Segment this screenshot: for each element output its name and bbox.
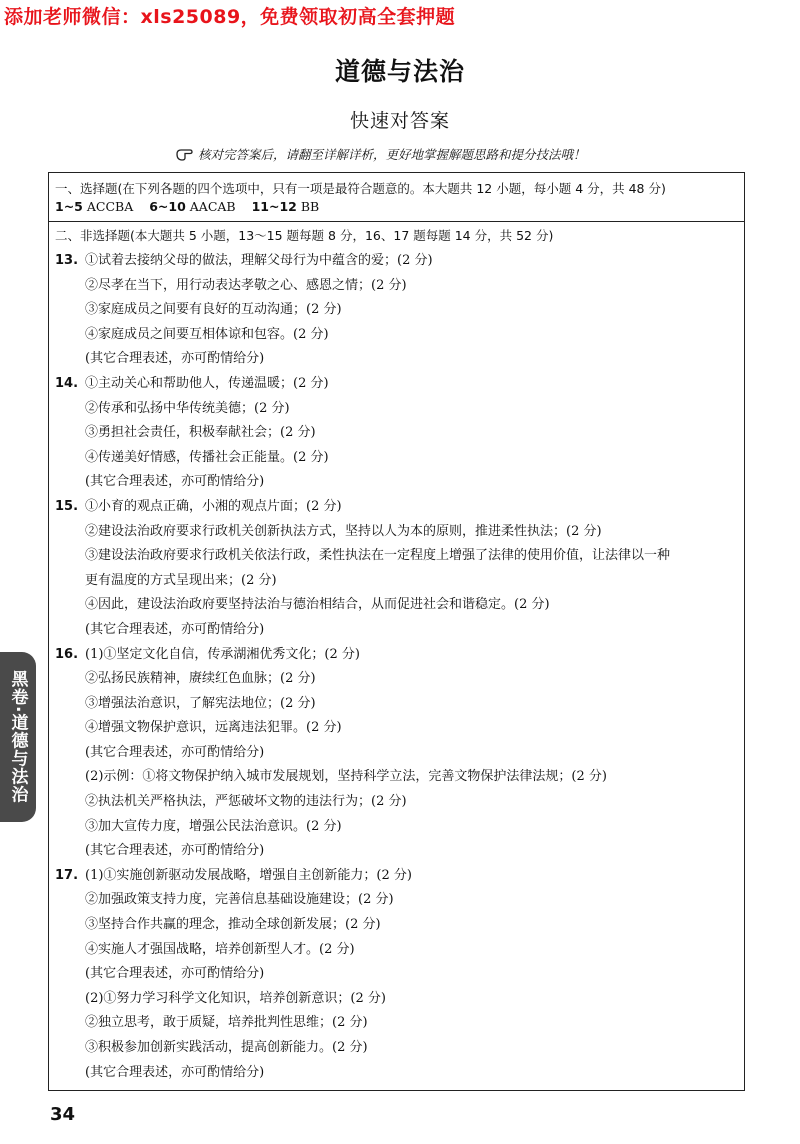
section-nonchoice [48, 221, 745, 1091]
answer-text: ③增强法治意识，了解宪法地位；(2 分) [85, 695, 316, 711]
answer-text: ①试着去接纳父母的做法，理解父母行为中蕴含的爱；(2 分) [85, 253, 433, 268]
answer-row [55, 274, 736, 299]
answer-text: (其它合理表述，亦可酌情给分) [85, 744, 265, 760]
answer-text: ②加强政策支持力度，完善信息基础设施建设；(2 分) [85, 892, 394, 908]
answer-text: (其它合理表述，亦可酌情给分) [85, 621, 265, 637]
answer-row [55, 839, 736, 864]
answer-row [55, 544, 736, 569]
answer-row [55, 643, 736, 668]
answer-text: ③坚持合作共赢的理念，推动全球创新发展；(2 分) [85, 917, 381, 933]
answer-list [55, 249, 736, 1085]
section-choice [48, 172, 745, 222]
answer-row [55, 741, 736, 766]
answer-row [55, 962, 736, 987]
answer-text: ②尽孝在当下，用行动表达孝敬之心、感恩之情；(2 分) [85, 277, 407, 293]
answer-row [55, 397, 736, 422]
answer-row [55, 692, 736, 717]
answer-row [55, 790, 736, 815]
page-title: 道德与法治 [334, 57, 465, 86]
answer-row [55, 987, 736, 1012]
answer-text: ②弘扬民族精神，赓续红色血脉；(2 分) [85, 671, 316, 687]
answer-row [55, 864, 736, 889]
answer-text: ②执法机关严格执法，严惩破坏文物的违法行为；(2 分) [85, 794, 407, 810]
tip-text: 核对完答案后，请翻至详解详析，更好地掌握解题思路和提分技法哦！ [198, 147, 586, 162]
answer-row [55, 667, 736, 692]
answer-row [55, 1036, 736, 1061]
answer-text: (1)①坚定文化自信，传承湖湘优秀文化；(2 分) [85, 646, 360, 662]
answer-row [55, 716, 736, 741]
answer-row [55, 888, 736, 913]
answer-text: ③家庭成员之间要有良好的互动沟通；(2 分) [85, 302, 342, 318]
answer-row [55, 298, 736, 323]
answer-row [55, 495, 736, 520]
answer-text: ④因此，建设法治政府要坚持法治与德治相结合，从而促进社会和谐稳定。(2 分) [85, 597, 550, 613]
answer-row [55, 446, 736, 471]
answer-row [55, 421, 736, 446]
answer-row [55, 1061, 736, 1086]
question-number: 16. [55, 646, 79, 662]
question-number: 14. [55, 375, 79, 391]
answer-row [55, 323, 736, 348]
answer-range: 11~12 [251, 199, 297, 214]
answer-row [55, 347, 736, 372]
answer-row [55, 1011, 736, 1036]
answer-range: 1~5 [55, 199, 83, 214]
answer-text: ④传递美好情感，传播社会正能量。(2 分) [85, 449, 329, 465]
answer-text: ④家庭成员之间要互相体谅和包容。(2 分) [85, 326, 329, 342]
tip-line [176, 145, 586, 163]
pointing-hand-icon [176, 147, 194, 161]
answer-text: (2)①努力学习科学文化知识，培养创新意识；(2 分) [85, 990, 386, 1006]
answer-row [55, 618, 736, 643]
page-number: 34 [50, 1104, 76, 1125]
answer-text: (其它合理表述，亦可酌情给分) [85, 966, 265, 982]
answer-row [55, 938, 736, 963]
answer-values: BB [300, 199, 320, 214]
question-number: 17. [55, 867, 79, 883]
answer-row [55, 913, 736, 938]
question-number: 15. [55, 498, 79, 514]
answer-row [55, 470, 736, 495]
answer-text: (1)①实施创新驱动发展战略，增强自主创新能力；(2 分) [85, 867, 412, 883]
question-number: 13. [55, 253, 79, 268]
answer-text: ①小育的观点正确，小湘的观点片面；(2 分) [85, 498, 342, 514]
answer-text: (其它合理表述，亦可酌情给分) [85, 843, 265, 859]
watermark-banner: 添加老师微信：xls25089，免费领取初高全套押题 [4, 6, 456, 28]
answer-text: ④实施人才强国战略，培养创新型人才。(2 分) [85, 941, 355, 957]
answer-text: ②独立思考，敢于质疑，培养批判性思维；(2 分) [85, 1015, 368, 1031]
answer-text: ③积极参加创新实践活动，提高创新能力。(2 分) [85, 1040, 368, 1055]
answer-row [55, 249, 736, 274]
answer-row [55, 372, 736, 397]
section-nonchoice-heading: 二、非选择题(本大题共 5 小题，13～15 题每题 8 分，16、17 题每题 14 分，共 52 分) [55, 228, 554, 243]
answer-text: (其它合理表述，亦可酌情给分) [85, 1064, 265, 1080]
side-tab-label: 黑卷·道德与法治 [0, 652, 36, 822]
answer-row [55, 569, 736, 594]
answer-text: 更有温度的方式呈现出来；(2 分) [85, 572, 277, 588]
answer-text: ②建设法治政府要求行政机关创新执法方式，坚持以人为本的原则，推进柔性执法；(2 分) [85, 523, 602, 539]
answer-text: ③加大宣传力度，增强公民法治意识。(2 分) [85, 818, 342, 834]
answer-row [55, 815, 736, 840]
answer-text: ③建设法治政府要求行政机关依法行政，柔性执法在一定程度上增强了法律的使用价值，让法律以一种 [85, 548, 671, 564]
answer-row [55, 520, 736, 545]
answer-row [55, 765, 736, 790]
answer-text: (其它合理表述，亦可酌情给分) [85, 474, 265, 490]
section-choice-heading: 一、选择题(在下列各题的四个选项中，只有一项是最符合题意的。本大题共 12 小题，每小题 4 分，共 48 分) [55, 181, 666, 196]
answer-values: ACCBA [86, 199, 134, 214]
answer-text: ②传承和弘扬中华传统美德；(2 分) [85, 400, 290, 416]
answer-values: AACAB [189, 199, 236, 214]
answer-text: (2)示例：①将文物保护纳入城市发展规划，坚持科学立法，完善文物保护法律法规；(2 分) [85, 769, 607, 785]
choice-answers [55, 199, 331, 214]
page-subtitle: 快速对答案 [349, 110, 450, 132]
answer-text: ①主动关心和帮助他人，传递温暖；(2 分) [85, 375, 329, 391]
answer-text: ④增强文物保护意识，远离违法犯罪。(2 分) [85, 720, 342, 736]
answer-range: 6~10 [149, 199, 186, 214]
answer-text: (其它合理表述，亦可酌情给分) [85, 351, 265, 367]
answer-text: ③勇担社会责任，积极奉献社会；(2 分) [85, 425, 316, 441]
answer-row [55, 593, 736, 618]
